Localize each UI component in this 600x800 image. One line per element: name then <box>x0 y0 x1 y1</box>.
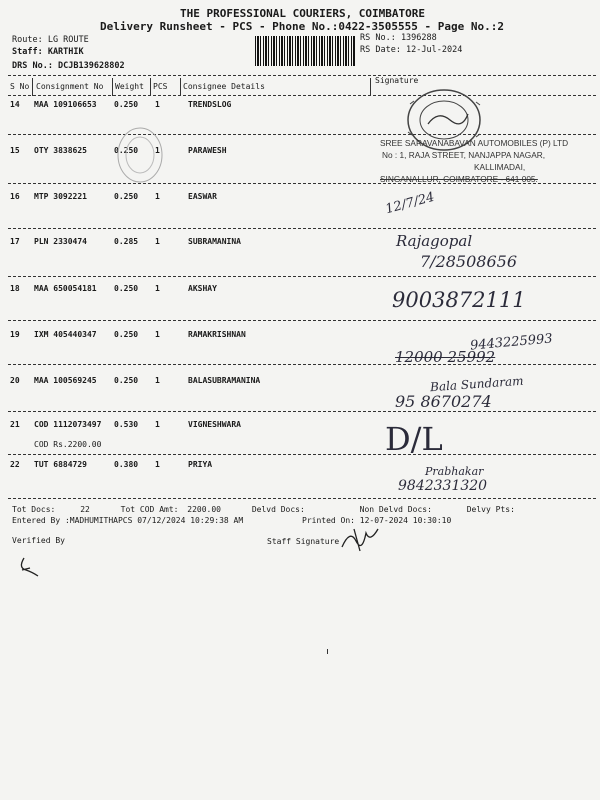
row-consignee: PARAWESH <box>188 146 227 155</box>
table-row <box>8 420 596 432</box>
row-weight: 0.285 <box>114 237 139 246</box>
row-consignment: PLN 2330474 <box>34 237 87 246</box>
row-consignment: MAA 109106653 <box>34 100 97 109</box>
col-weight: Weight <box>115 82 144 91</box>
row-consignee: PRIYA <box>188 460 213 469</box>
totals-row <box>12 505 592 514</box>
row-weight: 0.250 <box>114 100 139 109</box>
row-consignment: TUT 6884729 <box>34 460 87 469</box>
handwritten-name: Rajagopal <box>396 232 473 250</box>
row-consignee: VIGNESHWARA <box>188 420 241 429</box>
row-consignee: SUBRAMANINA <box>188 237 241 246</box>
row-consignee: EASWAR <box>188 192 217 201</box>
handwritten-name: Prabhakar <box>425 465 484 478</box>
row-consignment: IXM 405440347 <box>34 330 97 339</box>
row-pcs: 1 <box>155 100 160 109</box>
delvd-docs-label: Delvd Docs: <box>251 505 305 514</box>
row-pcs: 1 <box>155 192 160 201</box>
row-pcs: 1 <box>155 376 160 385</box>
row-consignee: TRENDSLOG <box>188 100 232 109</box>
handwritten-dl: D/L <box>385 420 443 458</box>
row-consignment: MAA 650054181 <box>34 284 97 293</box>
row-sno: 21 <box>10 420 20 429</box>
barcode <box>255 36 355 66</box>
stamp-line: No : 1, RAJA STREET, NANJAPPA NAGAR, <box>382 150 546 160</box>
handwritten-number: 12000 25992 <box>395 348 496 366</box>
handwritten-phone: 9443225993 <box>469 331 554 354</box>
non-delvd-label: Non Delvd Docs: <box>359 505 432 514</box>
table-row <box>8 237 596 249</box>
drs-label: DRS No.: DCJB139628802 <box>12 61 125 71</box>
row-pcs: 1 <box>155 284 160 293</box>
handwritten-phone: 9003872111 <box>392 288 526 312</box>
printed-on: Printed On: 12-07-2024 10:30:10 <box>302 516 452 525</box>
row-pcs: 1 <box>155 420 160 429</box>
row-consignment: MTP 3092221 <box>34 192 87 201</box>
row-sno: 22 <box>10 460 20 469</box>
row-sno: 19 <box>10 330 20 339</box>
table-row <box>8 460 596 472</box>
row-weight: 0.250 <box>114 330 139 339</box>
row-consignee: AKSHAY <box>188 284 217 293</box>
cod-amount-note: COD Rs.2200.00 <box>34 440 102 449</box>
row-weight: 0.250 <box>114 146 139 155</box>
handwritten-date: 12/7/24 <box>383 189 437 218</box>
faint-stamp <box>115 125 165 185</box>
tot-cod-label: Tot COD Amt: <box>120 505 179 514</box>
row-pcs: 1 <box>155 237 160 246</box>
row-consignee: RAMAKRISHNAN <box>188 330 246 339</box>
col-sno: S No <box>10 82 30 91</box>
row-pcs: 1 <box>155 460 160 469</box>
row-sno: 14 <box>10 100 20 109</box>
row-sno: 18 <box>10 284 20 293</box>
route-label: Route: LG ROUTE <box>12 35 89 45</box>
handwritten-phone: 7/28508656 <box>420 252 518 271</box>
table-row <box>8 100 596 112</box>
row-weight: 0.250 <box>114 376 139 385</box>
tot-docs-value: 22 <box>80 505 90 514</box>
handwritten-name: Bala Sundaram <box>429 373 524 395</box>
stamp-line: KALLIMADAI, <box>474 162 526 172</box>
stray-mark <box>327 649 331 654</box>
verified-by-label: Verified By <box>12 536 65 545</box>
delvy-pts-label: Delvy Pts: <box>466 505 515 514</box>
company-stamp <box>380 137 594 185</box>
tot-cod-value: 2200.00 <box>187 505 221 514</box>
tot-docs-label: Tot Docs: <box>12 505 56 514</box>
row-sno: 20 <box>10 376 20 385</box>
row-weight: 0.530 <box>114 420 139 429</box>
row-consignment: OTY 3838625 <box>34 146 87 155</box>
rs-no-label: RS No.: 1396288 <box>360 33 437 43</box>
col-consignee: Consignee Details <box>183 82 265 91</box>
row-weight: 0.250 <box>114 192 139 201</box>
runsheet-title: Delivery Runsheet - PCS - Phone No.:0422-3505555 - Page No.:2 <box>100 20 504 33</box>
company-title: THE PROFESSIONAL COURIERS, COIMBATORE <box>180 7 426 20</box>
row-pcs: 1 <box>155 330 160 339</box>
row-sno: 15 <box>10 146 20 155</box>
row-sno: 17 <box>10 237 20 246</box>
row-weight: 0.380 <box>114 460 139 469</box>
rs-date-label: RS Date: 12-Jul-2024 <box>360 45 463 55</box>
row-pcs: 1 <box>155 146 160 155</box>
stamp-line: SINGANALLUR, COIMBATORE - 641 005. <box>380 174 538 184</box>
row-consignee: BALASUBRAMANINA <box>188 376 261 385</box>
row-sno: 16 <box>10 192 20 201</box>
col-signature: Signature <box>375 76 419 85</box>
row-consignment: MAA 100569245 <box>34 376 97 385</box>
entered-by: Entered By :MADHUMITHAPCS 07/12/2024 10:29:38 AM <box>12 516 244 525</box>
row-weight: 0.250 <box>114 284 139 293</box>
col-pcs: PCS <box>153 82 168 91</box>
stamp-line: SREE SARAVANABAVAN AUTOMOBILES (P) LTD <box>380 138 569 148</box>
handwritten-phone: 9842331320 <box>398 478 488 494</box>
table-row <box>8 192 596 204</box>
verifier-signature-scribble <box>18 556 42 578</box>
col-consignment: Consignment No <box>36 82 104 91</box>
staff-label: Staff: KARTHIK <box>12 47 84 57</box>
staff-signature-label: Staff Signature <box>267 537 340 546</box>
row-consignment: COD 1112073497 <box>34 420 102 429</box>
staff-signature-scribble <box>340 525 385 555</box>
handwritten-phone: 95 8670274 <box>395 392 492 411</box>
